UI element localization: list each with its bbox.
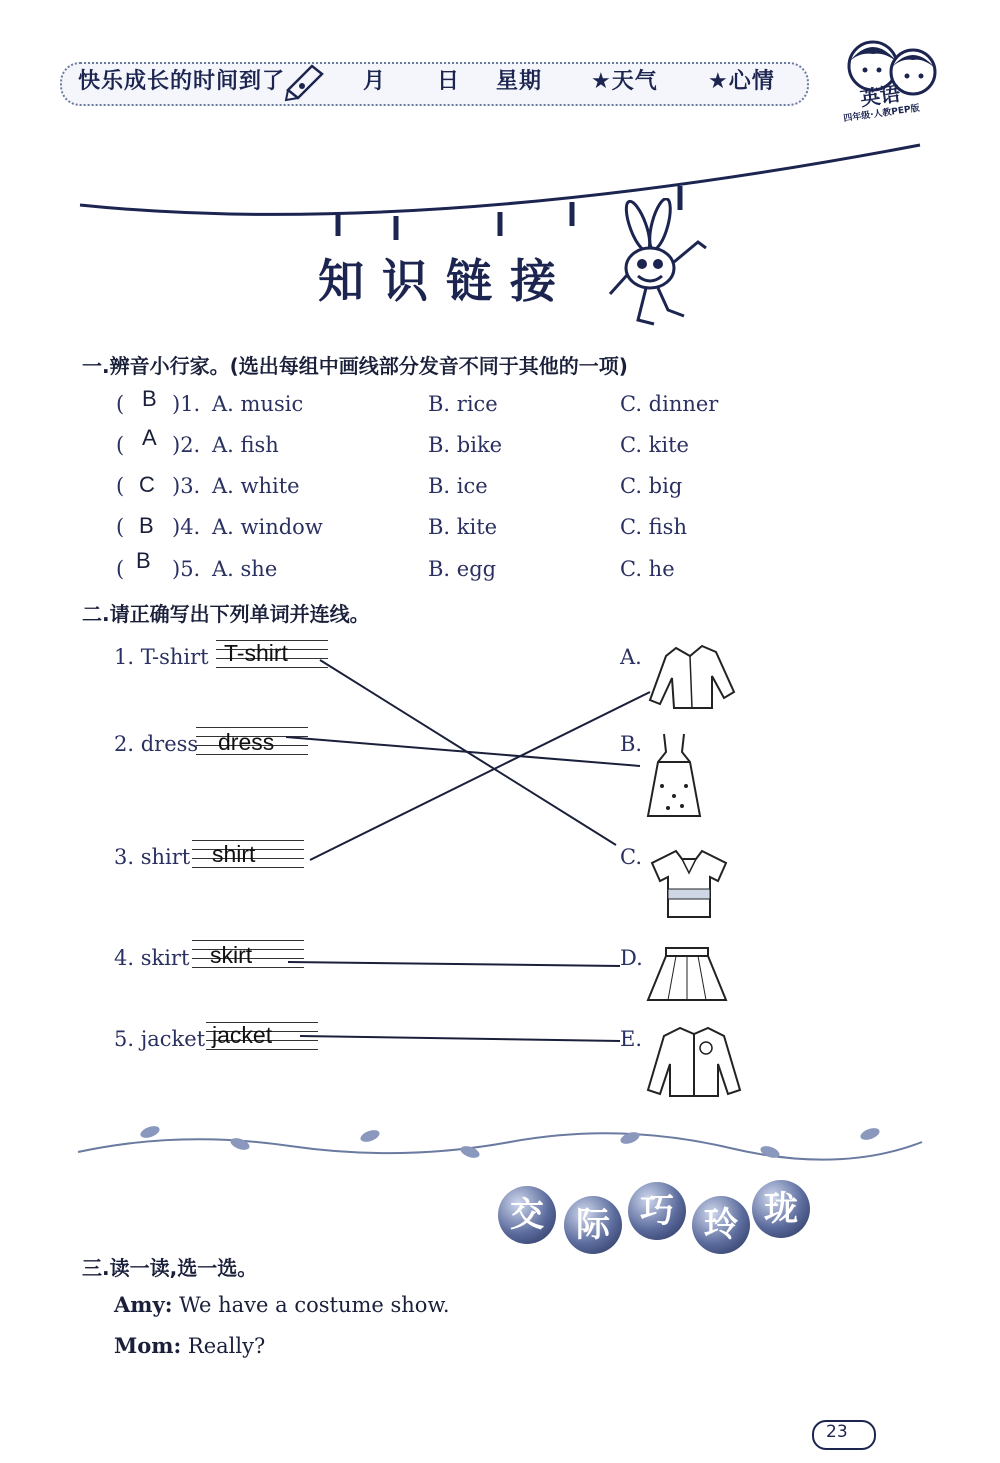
header-weekday: 星期 bbox=[496, 69, 543, 94]
paren-open: ( bbox=[116, 433, 125, 457]
picture-label-e: E. bbox=[620, 1027, 643, 1051]
edition-label: 四年级·人教PEP版 bbox=[842, 103, 921, 125]
option-b: B. egg bbox=[428, 557, 497, 581]
header-weather: ★天气 bbox=[591, 69, 658, 94]
match-line-5 bbox=[300, 1036, 620, 1041]
option-b: B. bike bbox=[428, 433, 503, 457]
dialog-text: Really? bbox=[187, 1334, 266, 1358]
question-number: )1. bbox=[172, 392, 201, 416]
speaker-mom: Mom: bbox=[114, 1333, 182, 1358]
option-a: A. fish bbox=[212, 433, 279, 457]
match-line-2 bbox=[286, 737, 640, 766]
answer-3: C bbox=[139, 472, 155, 497]
option-c: C. he bbox=[620, 557, 675, 581]
answer-5: B bbox=[136, 548, 151, 573]
question-number: )4. bbox=[172, 515, 201, 539]
option-b: B. kite bbox=[428, 515, 498, 539]
banner-ball-3: 巧 bbox=[628, 1182, 686, 1240]
paren-open: ( bbox=[116, 392, 125, 416]
answer-1: B bbox=[142, 386, 157, 411]
option-a: A. she bbox=[212, 557, 278, 581]
picture-label-b: B. bbox=[620, 732, 643, 756]
answer-2: A bbox=[142, 425, 157, 450]
section1-title: 一.辨音小行家。(选出每组中画线部分发音不同于其他的一项) bbox=[82, 354, 628, 378]
vine-divider bbox=[70, 1112, 930, 1172]
option-a: A. window bbox=[212, 515, 323, 539]
paren-open: ( bbox=[116, 474, 125, 498]
dialog-line-1 bbox=[114, 1292, 450, 1317]
banner-ball-2: 际 bbox=[564, 1196, 622, 1254]
option-c: C. big bbox=[620, 474, 683, 498]
written-word-5: jacket bbox=[212, 1022, 273, 1048]
paren-open: ( bbox=[116, 515, 125, 539]
word-label-3: 3. shirt bbox=[114, 845, 191, 869]
question-number: )3. bbox=[172, 474, 201, 498]
section-banner-knowledge: 知识链接 bbox=[318, 254, 574, 308]
dialog-line-2 bbox=[114, 1333, 265, 1358]
banner-ball-5: 珑 bbox=[752, 1180, 810, 1238]
option-c: C. dinner bbox=[620, 392, 719, 416]
question-number: )2. bbox=[172, 433, 201, 457]
option-a: A. music bbox=[212, 392, 304, 416]
option-a: A. white bbox=[212, 474, 300, 498]
page-number: 23 bbox=[826, 1422, 848, 1442]
dialog-text: We have a costume show. bbox=[179, 1293, 450, 1317]
word-label-4: 4. skirt bbox=[114, 946, 190, 970]
written-word-1: T-shirt bbox=[224, 640, 288, 666]
option-c: C. fish bbox=[620, 515, 687, 539]
picture-label-c: C. bbox=[620, 845, 642, 869]
option-c: C. kite bbox=[620, 433, 689, 457]
banner-ball-4: 玲 bbox=[692, 1196, 750, 1254]
speaker-amy: Amy: bbox=[114, 1292, 173, 1317]
picture-label-a: A. bbox=[620, 645, 642, 669]
match-line-4 bbox=[288, 962, 620, 966]
header-month: 月 bbox=[363, 69, 387, 94]
picture-label-d: D. bbox=[620, 946, 643, 970]
option-b: B. ice bbox=[428, 474, 488, 498]
written-word-3: shirt bbox=[212, 841, 256, 867]
header-slogan: 快乐成长的时间到了 bbox=[78, 69, 286, 94]
paren-open: ( bbox=[116, 557, 125, 581]
option-b: B. rice bbox=[428, 392, 498, 416]
section3-title: 三.读一读,选一选。 bbox=[82, 1256, 258, 1280]
subject-label: 英语 bbox=[858, 81, 902, 111]
header-mood: ★心情 bbox=[708, 69, 775, 94]
answer-4: B bbox=[139, 513, 154, 538]
word-label-1: 1. T-shirt bbox=[114, 645, 209, 669]
written-word-4: skirt bbox=[210, 942, 253, 968]
word-label-2: 2. dress bbox=[114, 732, 199, 756]
section2-title: 二.请正确写出下列单词并连线。 bbox=[82, 602, 370, 626]
written-word-2: dress bbox=[218, 729, 275, 755]
banner-ball-1: 交 bbox=[498, 1186, 556, 1244]
word-label-5: 5. jacket bbox=[114, 1027, 206, 1051]
header-day: 日 bbox=[437, 69, 461, 94]
question-number: )5. bbox=[172, 557, 201, 581]
